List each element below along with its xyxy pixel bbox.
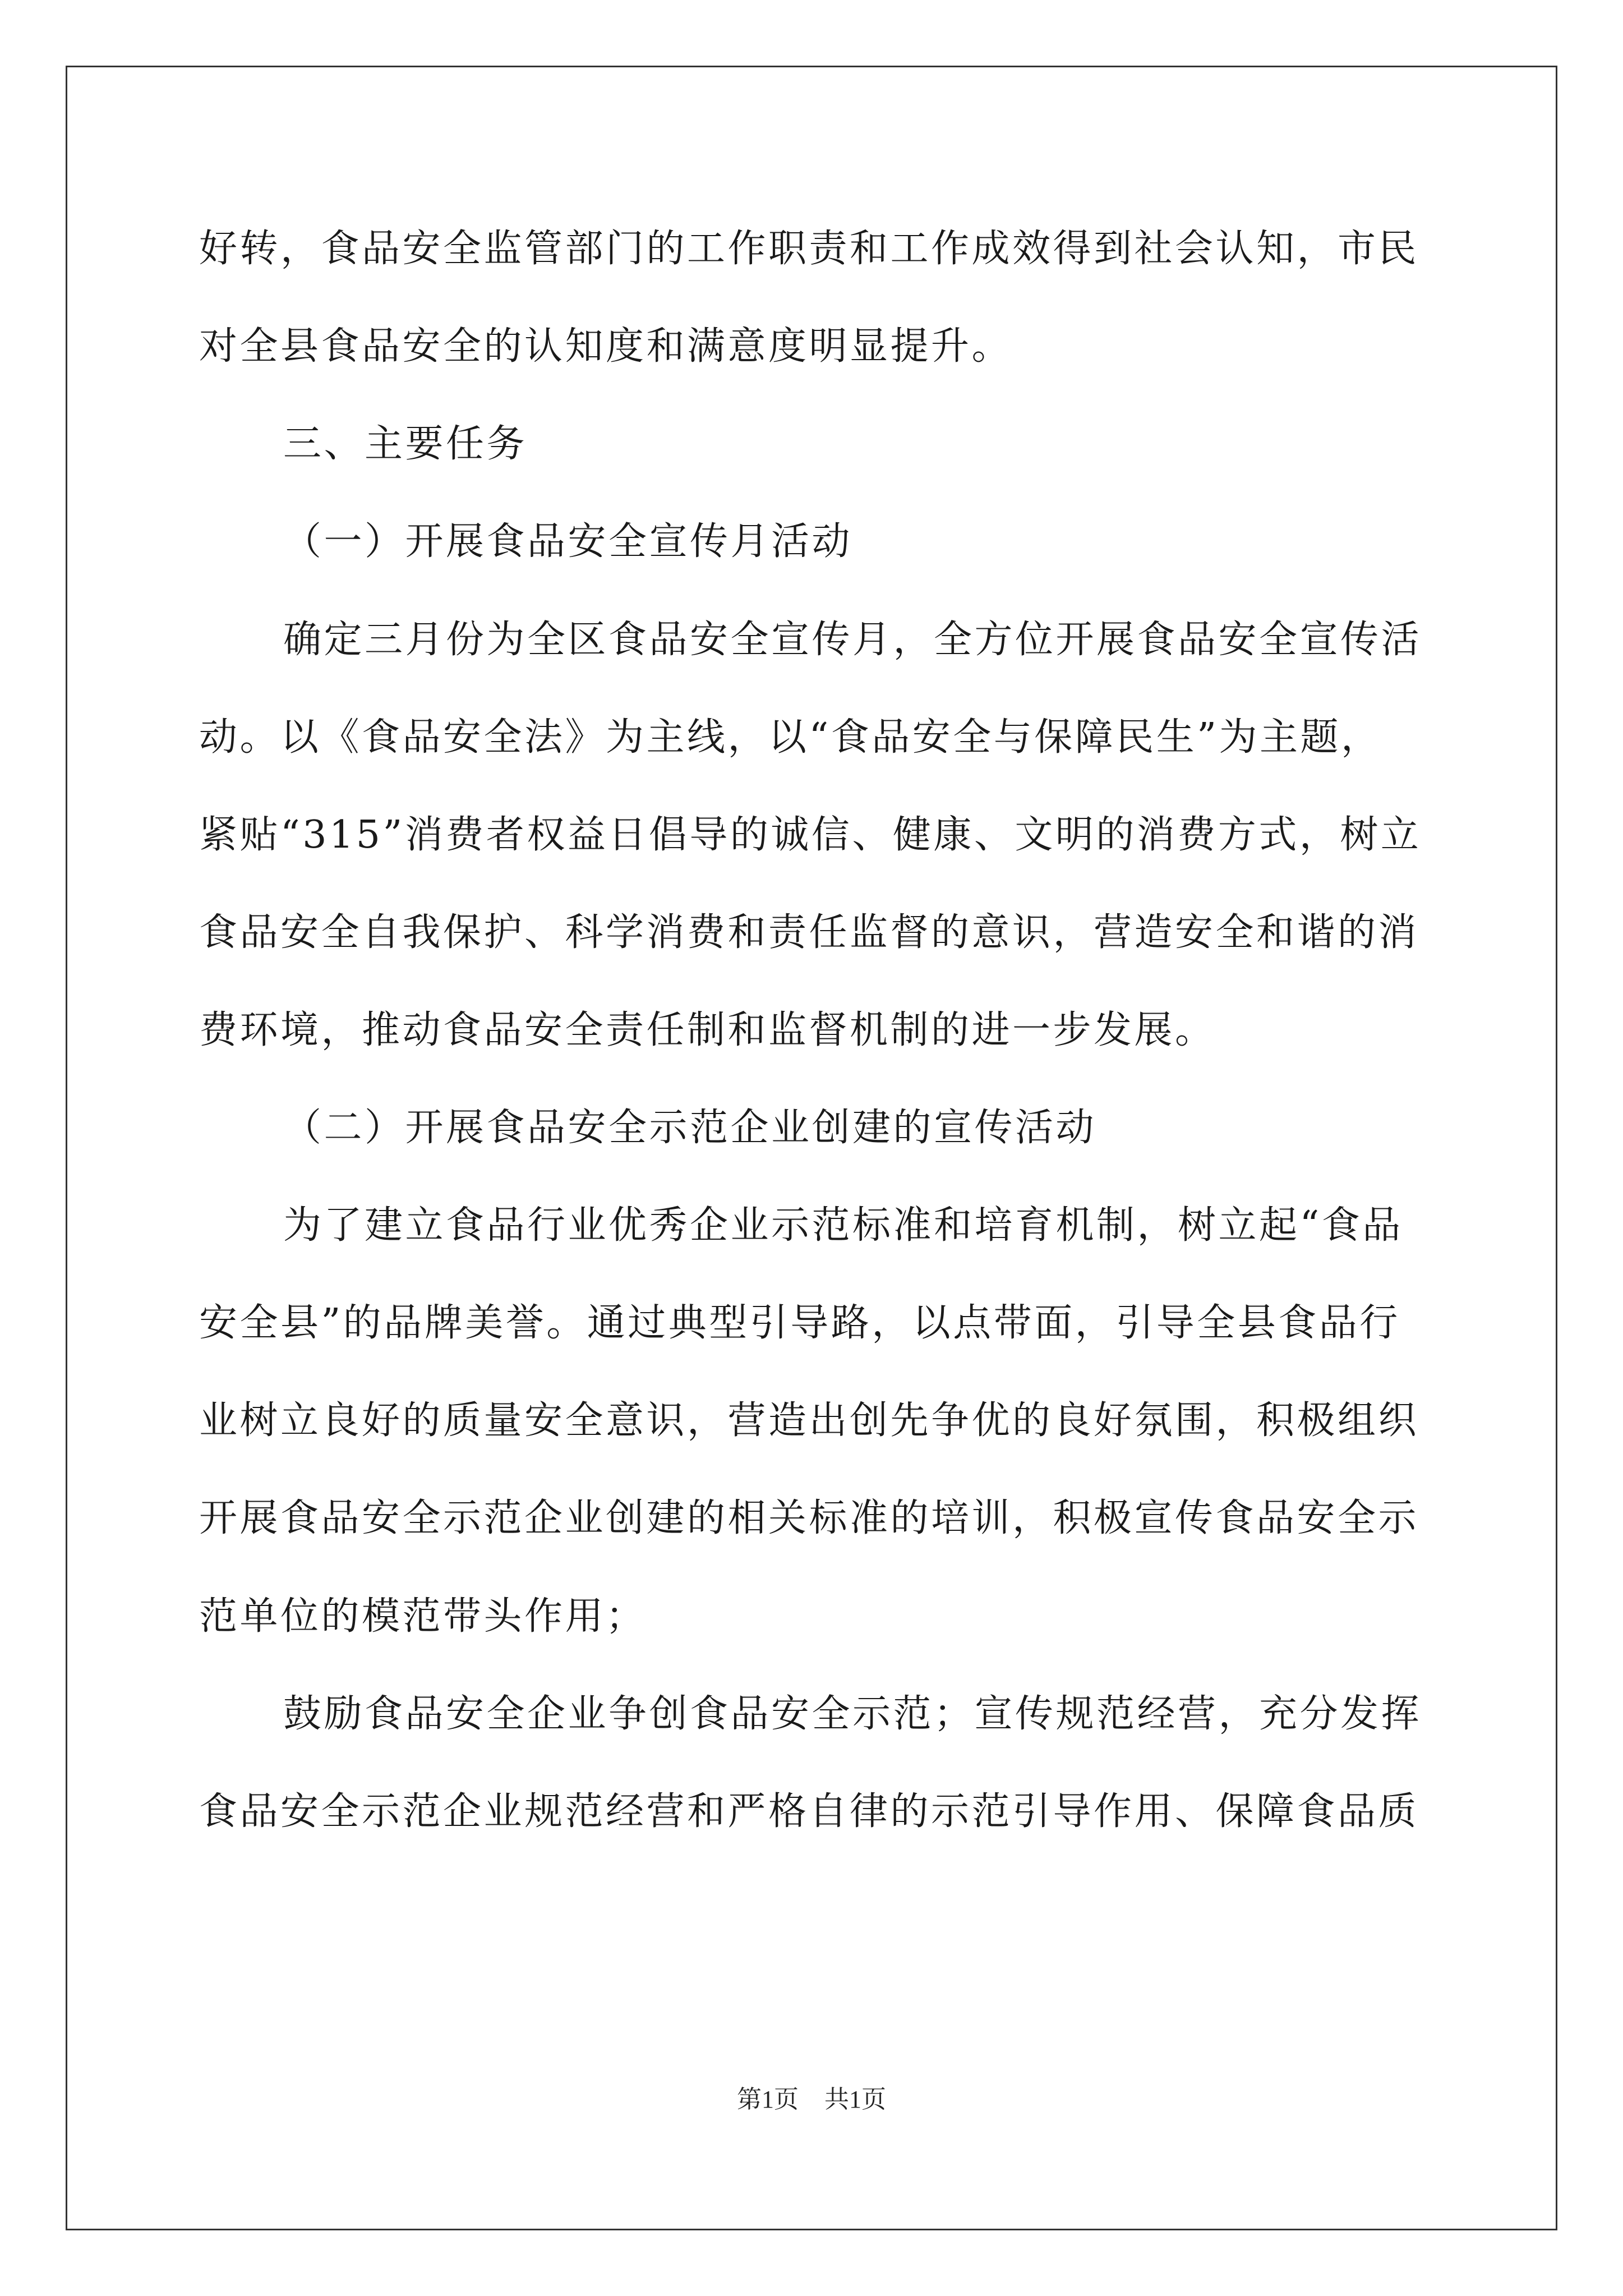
text-line-12: 安全县”的品牌美誉。通过典型引导路，以点带面，引导全县食品行 xyxy=(199,1301,1400,1345)
text-line-5: 确定三月份为全区食品安全宣传月，全方位开展食品安全宣传活 xyxy=(283,618,1422,662)
text-line-16: 鼓励食品安全企业争创食品安全示范；宣传规范经营，充分发挥 xyxy=(283,1692,1422,1736)
page-number: 第1页 xyxy=(737,2086,799,2113)
section-heading: 三、主要任务 xyxy=(283,422,528,466)
page-footer xyxy=(0,2084,1623,2115)
text-line-9: 费环境，推动食品安全责任制和监督机制的进一步发展。 xyxy=(199,1008,1216,1052)
text-line-8: 食品安全自我保护、科学消费和责任监督的意识，营造安全和谐的消 xyxy=(199,910,1419,955)
text-line-6: 动。以《食品安全法》为主线，以“食品安全与保障民生”为主题， xyxy=(199,715,1382,760)
subsection-heading-2: （二）开展食品安全示范企业创建的宣传活动 xyxy=(283,1106,1097,1150)
text-line-11: 为了建立食品行业优秀企业示范标准和培育机制，树立起“食品 xyxy=(283,1203,1403,1248)
text-line-13: 业树立良好的质量安全意识，营造出创先争优的良好氛围，积极组织 xyxy=(199,1398,1419,1443)
subsection-heading-1: （一）开展食品安全宣传月活动 xyxy=(283,519,853,564)
text-line-17: 食品安全示范企业规范经营和严格自律的示范引导作用、保障食品质 xyxy=(199,1789,1419,1834)
total-pages: 共1页 xyxy=(824,2086,886,2113)
text-line-7: 紧贴“315”消费者权益日倡导的诚信、健康、文明的消费方式，树立 xyxy=(199,813,1422,857)
text-line-2: 对全县食品安全的认知度和满意度明显提升。 xyxy=(199,324,1013,369)
text-line-14: 开展食品安全示范企业创建的相关标准的培训，积极宣传食品安全示 xyxy=(199,1496,1419,1540)
text-line-15: 范单位的模范带头作用； xyxy=(199,1594,647,1639)
text-line-1: 好转，食品安全监管部门的工作职责和工作成效得到社会认知，市民 xyxy=(199,227,1419,271)
